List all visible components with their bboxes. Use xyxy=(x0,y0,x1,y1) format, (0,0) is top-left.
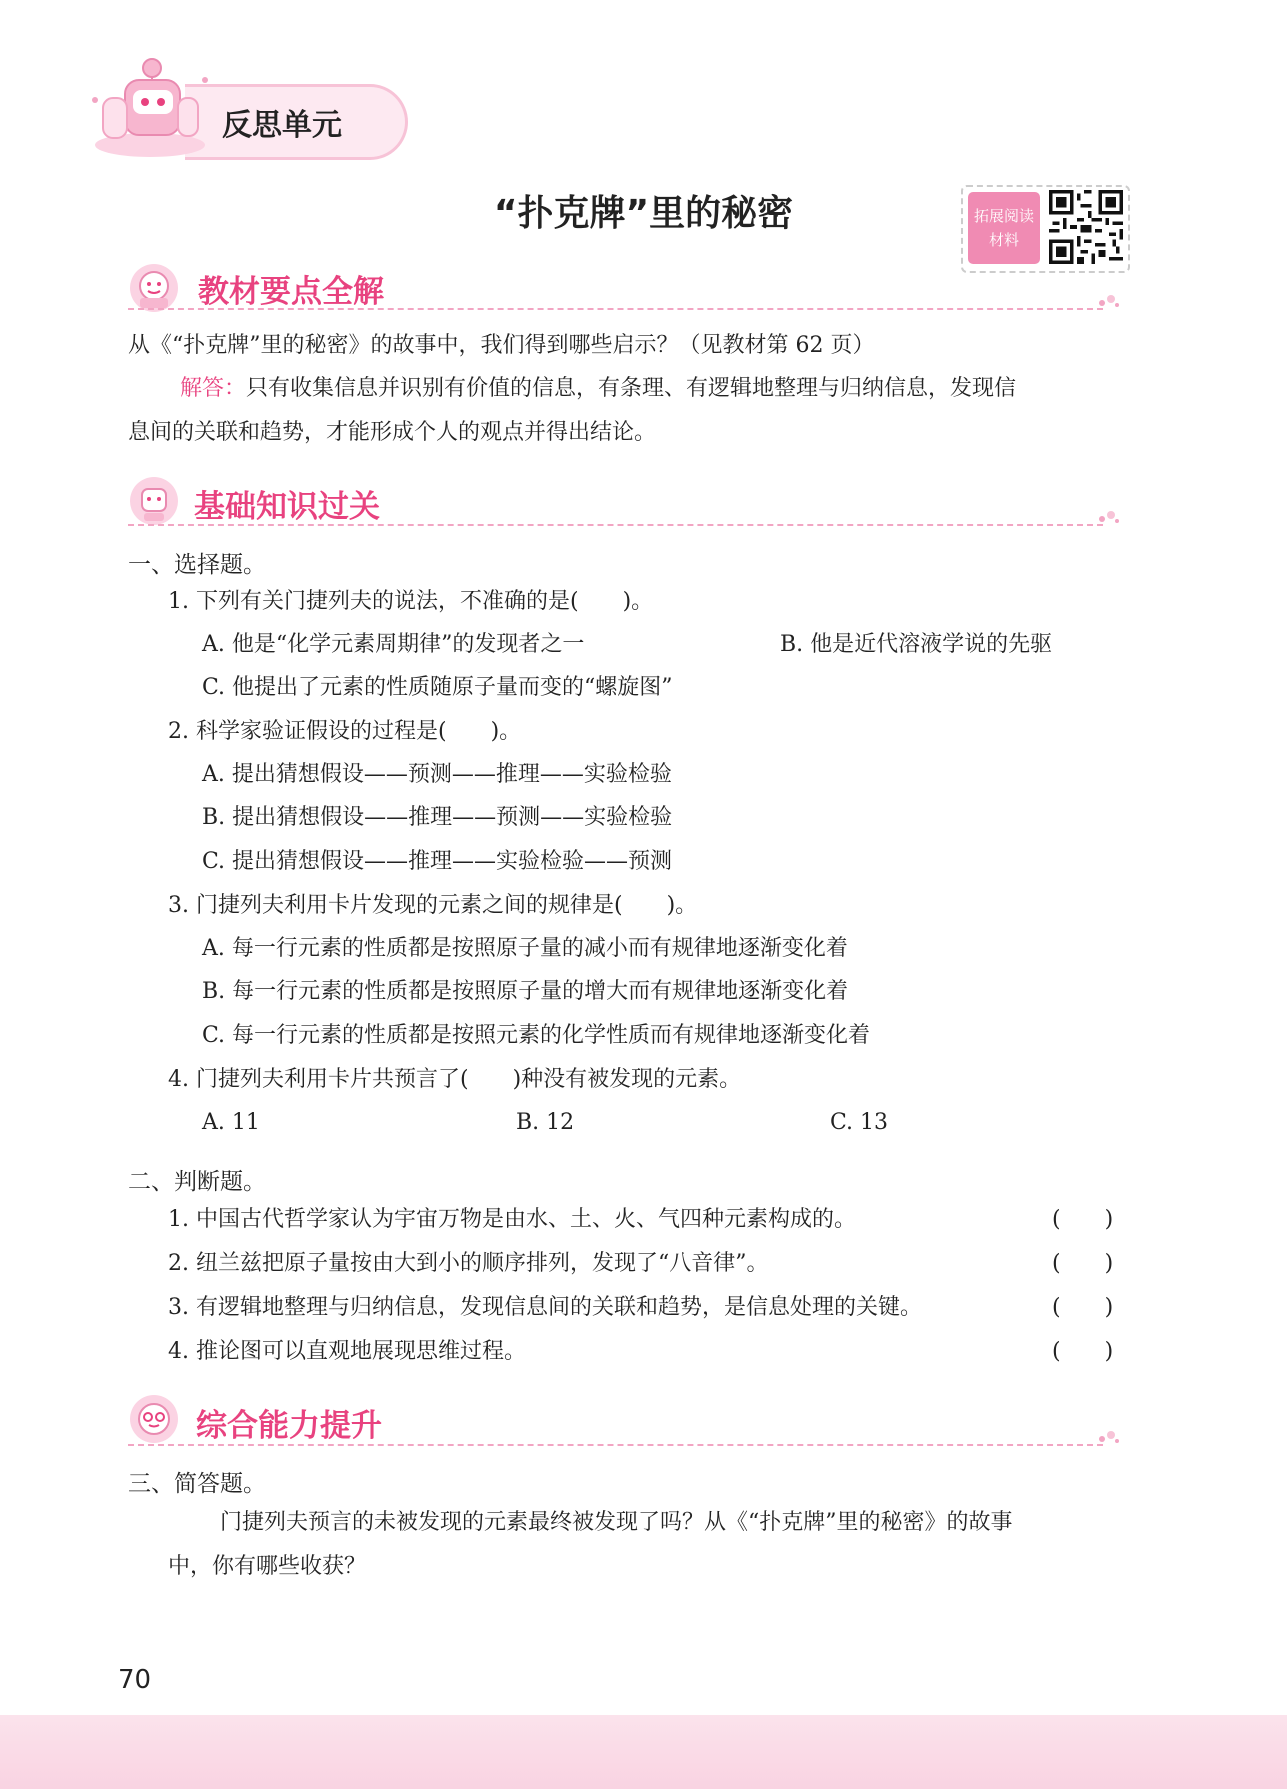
judge-q2: 2. 纽兰兹把原子量按由大到小的顺序排列，发现了“八音律”。 xyxy=(168,1251,769,1276)
judge-q1-paren[interactable]: ( ) xyxy=(1052,1207,1114,1232)
judge-q1: 1. 中国古代哲学家认为宇宙万物是由水、土、火、气四种元素构成的。 xyxy=(168,1207,856,1232)
q4-option-b[interactable]: B. 12 xyxy=(516,1110,575,1135)
robot-mascot-icon xyxy=(85,50,215,160)
q2-option-c[interactable]: C. 提出猜想假设——推理——实验检验——预测 xyxy=(202,849,673,874)
section3-dots-icon xyxy=(1098,1430,1120,1444)
page-title: “扑克牌”里的秘密 xyxy=(493,193,794,234)
section2-header: 基础知识过关 xyxy=(194,489,380,525)
q3-option-b[interactable]: B. 每一行元素的性质都是按照原子量的增大而有规律地逐渐变化着 xyxy=(202,979,849,1004)
q2-option-b[interactable]: B. 提出猜想假设——推理——预测——实验检验 xyxy=(202,805,673,830)
q2-stem: 2. 科学家验证假设的过程是( )。 xyxy=(168,719,522,744)
extended-reading-label-line2: 材料 xyxy=(988,231,1019,249)
section2-dots-icon xyxy=(1098,510,1120,524)
section1-divider xyxy=(128,308,1103,310)
section1-header: 教材要点全解 xyxy=(198,274,384,310)
q4-option-c[interactable]: C. 13 xyxy=(830,1110,889,1135)
judge-title: 二、判断题。 xyxy=(128,1169,266,1195)
section3-header: 综合能力提升 xyxy=(196,1408,382,1444)
section3-divider xyxy=(128,1444,1103,1446)
section1-answer-line1 xyxy=(180,374,1016,404)
q4-stem: 4. 门捷列夫利用卡片共预言了( )种没有被发现的元素。 xyxy=(168,1067,742,1092)
answer-label: 解答： xyxy=(180,376,247,401)
section1-question: 从《“扑克牌”里的秘密》的故事中，我们得到哪些启示？（见教材第 62 页） xyxy=(128,333,875,358)
judge-q3: 3. 有逻辑地整理与归纳信息，发现信息间的关联和趋势，是信息处理的关键。 xyxy=(168,1295,922,1320)
q1-stem: 1. 下列有关门捷列夫的说法，不准确的是( )。 xyxy=(168,589,654,614)
q1-option-b[interactable]: B. 他是近代溶液学说的先驱 xyxy=(780,632,1053,657)
section3-mascot-icon xyxy=(128,1393,180,1445)
judge-q3-paren[interactable]: ( ) xyxy=(1052,1295,1114,1320)
section1-dots-icon xyxy=(1098,294,1120,308)
footer-band xyxy=(0,1715,1287,1789)
short-answer-title: 三、简答题。 xyxy=(128,1471,266,1497)
choice-title: 一、选择题。 xyxy=(128,552,266,578)
section2-mascot-icon xyxy=(128,475,180,527)
judge-q2-paren[interactable]: ( ) xyxy=(1052,1251,1114,1276)
extended-reading-label-line1: 拓展阅读 xyxy=(973,207,1034,225)
section1-answer-line2: 息间的关联和趋势，才能形成个人的观点并得出结论。 xyxy=(128,420,657,445)
q3-stem: 3. 门捷列夫利用卡片发现的元素之间的规律是( )。 xyxy=(168,893,698,918)
section1-mascot-icon xyxy=(128,262,180,314)
page-number: 70 xyxy=(118,1665,152,1695)
short-answer-line2: 中，你有哪些收获？ xyxy=(168,1554,367,1579)
qr-code-icon[interactable] xyxy=(1049,190,1123,264)
q3-option-a[interactable]: A. 每一行元素的性质都是按照原子量的减小而有规律地逐渐变化着 xyxy=(202,936,848,961)
q4-option-a[interactable]: A. 11 xyxy=(202,1110,260,1135)
short-answer-line1: 门捷列夫预言的未被发现的元素最终被发现了吗？从《“扑克牌”里的秘密》的故事 xyxy=(220,1510,1013,1535)
q1-option-a[interactable]: A. 他是“化学元素周期律”的发现者之一 xyxy=(202,632,585,657)
unit-title: 反思单元 xyxy=(222,108,342,143)
section2-divider xyxy=(128,524,1103,526)
answer-text-1: 只有收集信息并识别有价值的信息，有条理、有逻辑地整理与归纳信息，发现信 xyxy=(246,376,1017,401)
q3-option-c[interactable]: C. 每一行元素的性质都是按照元素的化学性质而有规律地逐渐变化着 xyxy=(202,1023,871,1048)
q1-option-c[interactable]: C. 他提出了元素的性质随原子量而变的“螺旋图” xyxy=(202,675,673,700)
extended-reading-label[interactable] xyxy=(968,192,1040,264)
judge-q4: 4. 推论图可以直观地展现思维过程。 xyxy=(168,1339,526,1364)
judge-q4-paren[interactable]: ( ) xyxy=(1052,1339,1114,1364)
q2-option-a[interactable]: A. 提出猜想假设——预测——推理——实验检验 xyxy=(202,762,672,787)
